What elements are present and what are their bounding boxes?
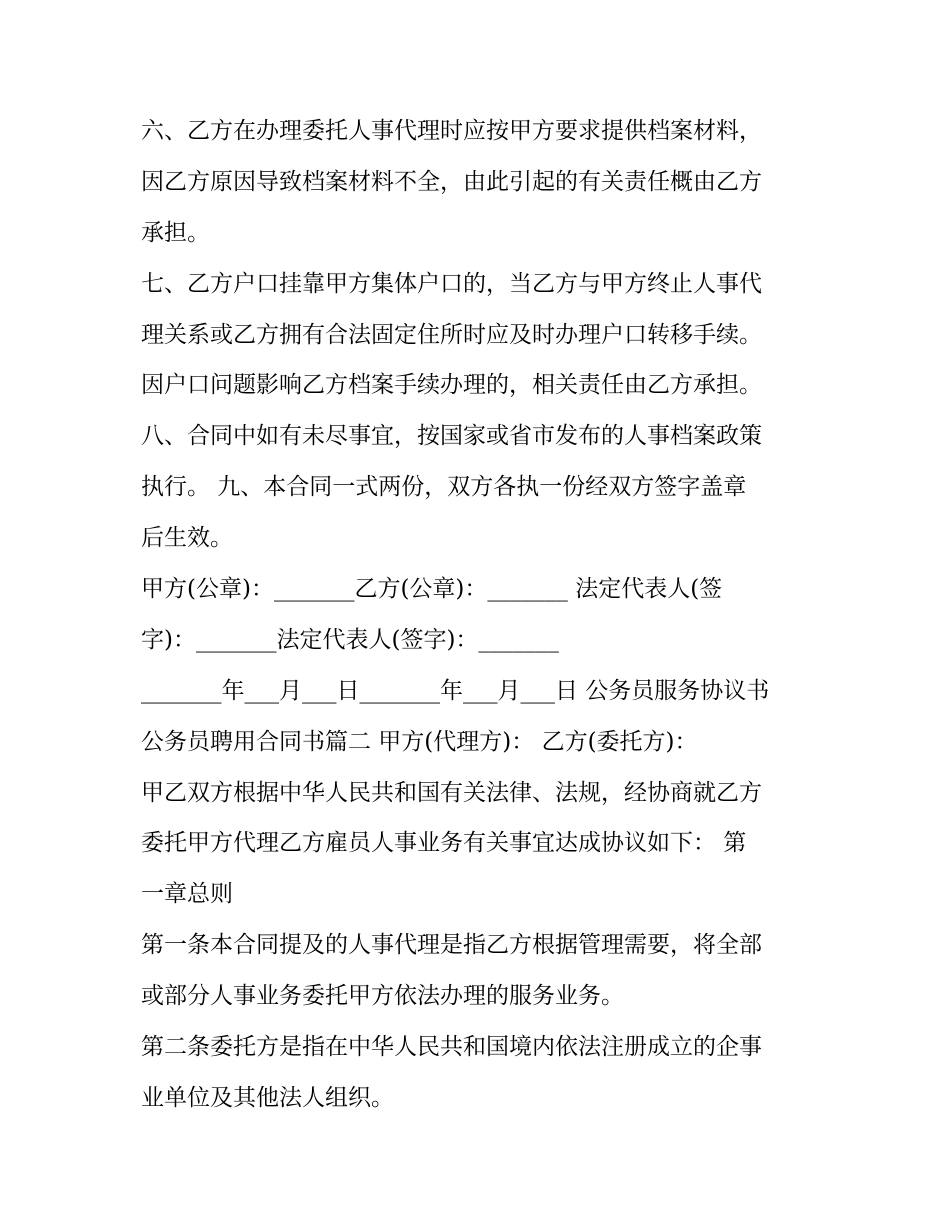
text-line: 八、合同中如有未尽事宜，按国家或省市发布的人事档案政策 — [141, 423, 762, 450]
signature-line: 字)：_______法定代表人(签字)：_______ — [141, 626, 559, 653]
contract-body-text — [141, 106, 821, 1124]
text-line: 第二条委托方是指在中华人民共和国境内依法注册成立的企事 — [141, 1034, 762, 1061]
text-line: 理关系或乙方拥有合法固定住所时应及时办理户口转移手续。 — [141, 321, 762, 348]
section-heading-line: 公务员聘用合同书篇二 甲方(代理方)： 乙方(委托方)： — [141, 728, 698, 755]
text-line: 承担。 — [141, 219, 210, 246]
signature-line: 甲方(公章)：_______乙方(公章)：_______ 法定代表人(签 — [141, 576, 723, 603]
date-line: _______年___月___日_______年___月___日 公务员服务协议书 — [141, 677, 770, 704]
text-line: 七、乙方户口挂靠甲方集体户口的，当乙方与甲方终止人事代 — [141, 270, 762, 297]
text-line: 六、乙方在办理委托人事代理时应按甲方要求提供档案材料， — [141, 118, 762, 144]
text-line: 执行。 九、本合同一式两份，双方各执一份经双方签字盖章 — [141, 474, 747, 501]
text-line: 因乙方原因导致档案材料不全，由此引起的有关责任概由乙方 — [141, 168, 762, 195]
chapter-heading-line: 一章总则 — [141, 881, 233, 908]
text-line: 或部分人事业务委托甲方依法办理的服务业务。 — [141, 983, 624, 1010]
text-line: 后生效。 — [141, 525, 233, 552]
text-line: 第一条本合同提及的人事代理是指乙方根据管理需要，将全部 — [141, 932, 762, 959]
text-line: 委托甲方代理乙方雇员人事业务有关事宜达成协议如下： 第 — [141, 830, 747, 857]
text-line: 业单位及其他法人组织。 — [141, 1084, 394, 1111]
text-line: 因户口问题影响乙方档案手续办理的，相关责任由乙方承担。 — [141, 372, 762, 399]
text-line: 甲乙双方根据中华人民共和国有关法律、法规，经协商就乙方 — [141, 779, 762, 806]
